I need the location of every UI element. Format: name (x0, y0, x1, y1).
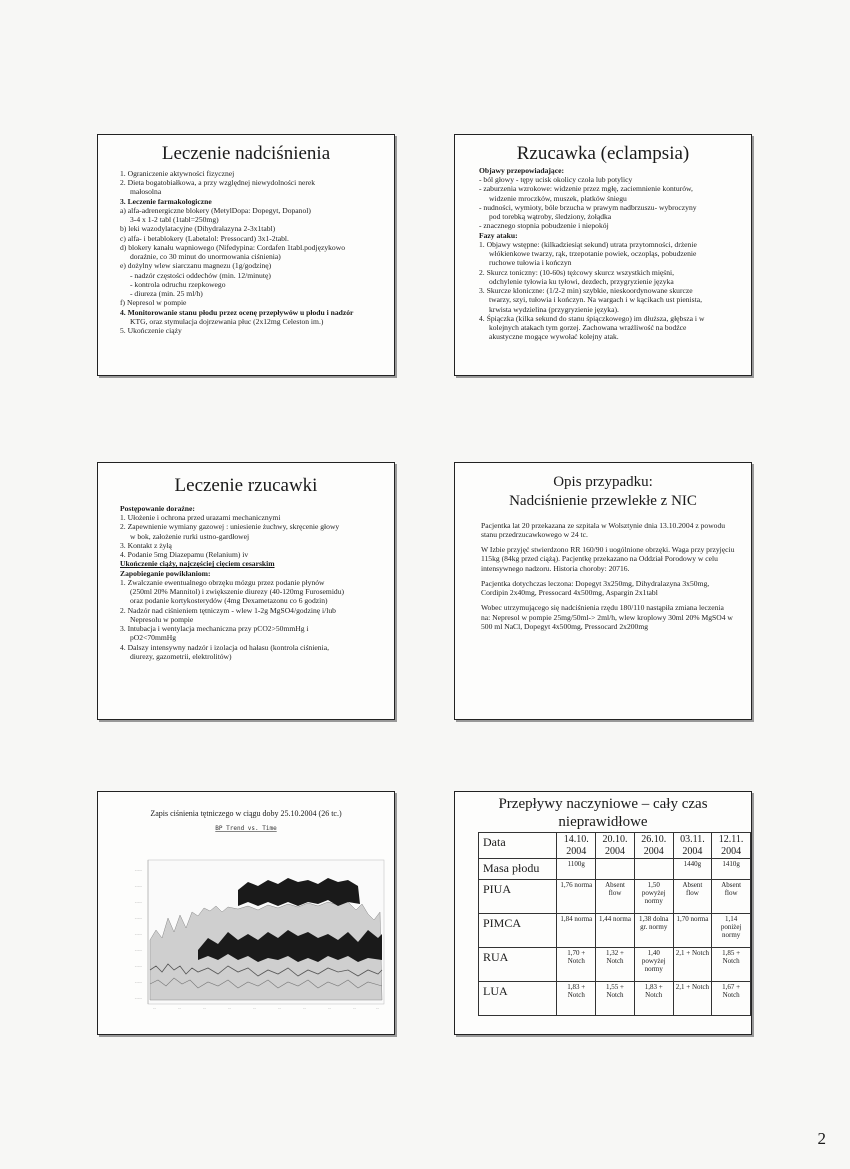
table-cell: 1410g (712, 859, 751, 880)
row-label: RUA (479, 947, 557, 981)
slide-title: Rzucawka (eclampsia) (516, 143, 690, 164)
svg-text:--: -- (278, 1006, 281, 1011)
chart-title: BP Trend vs. Time (215, 825, 277, 832)
slide-title: Opis przypadku: (553, 474, 653, 490)
table-header-row (479, 833, 751, 859)
svg-text:--: -- (178, 1006, 181, 1011)
svg-text:--: -- (328, 1006, 331, 1011)
table-cell: 1,85 + Notch (712, 947, 751, 981)
table-cell: Absent flow (712, 879, 751, 913)
x-ticks (153, 1006, 379, 1011)
slide-hypertension-treatment (97, 134, 395, 376)
svg-text:--: -- (153, 1006, 156, 1011)
table-cell: 1,67 + Notch (712, 981, 751, 1015)
table-cell: 1,55 + Notch (596, 981, 635, 1015)
table-cell (596, 859, 635, 880)
svg-text:-----: ----- (134, 900, 142, 905)
paragraph: Pacjentka lat 20 przekazana ze szpitala w Wolsztynie dnia 13.10.2004 z powodu stanu przedrzucawkowego w 24 tc. (481, 520, 726, 539)
table-cell: 1,70 + Notch (557, 947, 596, 981)
svg-text:--: -- (253, 1006, 256, 1011)
table-cell: 1,76 norma (557, 879, 596, 913)
svg-text:-----: ----- (134, 868, 142, 873)
table-cell: 1,50 powyżej normy (634, 879, 673, 913)
table-cell: 1,38 dolna gr. normy (634, 913, 673, 947)
paragraph: W Izbie przyjęć stwierdzono RR 160/90 i uogólnione obrzęki. Waga przy przyjęciu 115kg (84kg przed ciążą). Pacjentkę przekazano na Oddział Porodowy w celu intensywnego nadzoru. Historia choroby: 20716. (481, 545, 735, 573)
table-cell: Absent flow (673, 879, 712, 913)
table-row (479, 913, 751, 947)
svg-text:--: -- (303, 1006, 306, 1011)
table-header-cell: 26.10. 2004 (634, 833, 673, 859)
svg-text:-----: ----- (134, 948, 142, 953)
slide-body: 1. Ograniczenie aktywności fizycznej 2. Dieta bogatobiałkowa, a przy względnej niewydolności nerek małosolna 3. Leczenie farmakologiczne a) alfa-adrenergiczne blokery (MetylDopa: Dopegyt, Dopanol) 3-4 x 1-2 tabl (1tabl=250mg) b) leki wazodylatacyjne (Dihydralazyna 2-3x1tabl) c) alfa- i betablokery (Labetalol: Pressocard) 3x1-2tabl. d) blokery kanału wapniowego (Nifedypina: Cordafen 1tabl.podjęzykowo doraźnie, co 30 minut do unormowania ciśnienia) e) dożylny wlew siarczanu magnezu (1g/godzinę) - nadzór częstości oddechów (min. 12/minutę) - kontrola odruchu rzepkowego - diureza (min. 25 ml/h) f) Nepresol w pompie 4. Monitorowanie stanu płodu przez ocenę przepływów u płodu i nadzór KTG, oraz stymulacja dojrzewania płuc (2x12mg Celeston im.) 5. Ukończenie ciąży (120, 168, 354, 336)
row-label: Masa płodu (479, 859, 557, 880)
bp-trend-chart (98, 820, 394, 1020)
slide-case-description (454, 462, 752, 720)
table-cell: 1100g (557, 859, 596, 880)
table-header-cell: 14.10. 2004 (557, 833, 596, 859)
table-cell: 1,32 + Notch (596, 947, 635, 981)
table-header-cell: Data (479, 833, 557, 859)
table-row (479, 859, 751, 880)
table-cell: 1,14 poniżej normy (712, 913, 751, 947)
row-label: PIMCA (479, 913, 557, 947)
slide-eclampsia (454, 134, 752, 376)
slide-subtitle: Nadciśnienie przewlekłe z NIC (509, 492, 697, 509)
table-cell: Absent flow (596, 879, 635, 913)
table-cell: 1,83 + Notch (634, 981, 673, 1015)
paragraph: Pacjentka dotychczas leczona: Dopegyt 3x250mg, Dihydralazyna 3x50mg, Cordipin 2x40mg, Pressocard 4x500mg, Aspargin 2x1tabl (481, 578, 710, 597)
y-ticks (135, 868, 143, 1001)
chart-caption: Zapis ciśnienia tętniczego w ciągu doby 25.10.2004 (26 tc.) (150, 809, 342, 818)
slide-bp-chart (97, 791, 395, 1035)
svg-text:-----: ----- (134, 996, 142, 1001)
svg-text:--: -- (228, 1006, 231, 1011)
table-row (479, 879, 751, 913)
slide-body: Objawy przepowiadające: - ból głowy - tępy ucisk okolicy czoła lub potylicy - zaburzenia wzrokowe: widzenie przez mgłę, zaciemnienie konturów, widzenie mroczków, muszek, płatków śniegu - nudności, wymioty, bóle brzucha w prawym nadbrzuszu- wybroczyny pod torebką wątroby, śledziony, żołądka - znacznego stopnia pobudzenie i niepokój Fazy ataku: 1. Objawy wstępne: (kilkadziesiąt sekund) utrata przytomności, drżenie włókienkowe twarzy, rąk, trzepotanie powiek, oczopląs, pobudzenie ruchowe tułowia i kończyn 2. Skurcz toniczny: (10-60s) tężcowy skurcz wszystkich mięśni, odchylenie tyłowia ku tyłowi, dezdech, przygryzienie języka 3. Skurcze kloniczne: (1/2-2 min) szybkie, nieskoordynowane skurcze twarzy, szyi, tułowia i kończyn. Na wargach i w kącikach ust pienista, krwista wydzielina (przygryzienie języka). 4. Śpiączka (kilka sekund do stanu śpiączkowego) im dłuższa, głębsza i w kolejnych atakach tym gorzej. Zachowana wrażliwość na bodźce akustyczne mogące wywołać kolejny atak. (479, 165, 705, 342)
svg-text:--: -- (203, 1006, 206, 1011)
svg-text:-----: ----- (134, 980, 142, 985)
table-header-cell: 12.11. 2004 (712, 833, 751, 859)
table-cell: 2,1 + Notch (673, 947, 712, 981)
row-label: LUA (479, 981, 557, 1015)
svg-text:-----: ----- (134, 884, 142, 889)
table-cell: 1440g (673, 859, 712, 880)
table-cell: 1,83 + Notch (557, 981, 596, 1015)
slide-body (455, 521, 751, 632)
row-label: PIUA (479, 879, 557, 913)
svg-text:-----: ----- (134, 916, 142, 921)
table-cell (634, 859, 673, 880)
table-row (479, 981, 751, 1015)
table-cell: 1,70 norma (673, 913, 712, 947)
page-number: 2 (817, 1129, 826, 1148)
slide-eclampsia-treatment (97, 462, 395, 720)
svg-text:-----: ----- (134, 964, 142, 969)
flows-table (478, 832, 751, 1016)
slide-body: Postępowanie doraźne: 1. Ułożenie i ochrona przed urazami mechanicznymi 2. Zapewnienie wymiany gazowej : uniesienie żuchwy, skręcenie głowy w bok, założenie rurki ustno-gardłowej 3. Kontakt z żyłą 4. Podanie 5mg Diazepamu (Relanium) iv Ukończenie ciąży, najczęściej cięciem cesarskim Zapobieganie powikłaniom: 1. Zwalczanie ewentualnego obrzęku mózgu przez podanie płynów (250ml 20% Mannitol) i zwiększenie diurezy (40-120mg Furosemidu) oraz podanie kortykosterydów (4mg Dexametazonu co 6 godzin) 2. Nadzór nad ciśnieniem tętniczym - wlew 1-2g MgSO4/godzinę i/lub Nepresolu w pompie 3. Intubacja i wentylacja mechaniczna przy pCO2>50mmHg i pO2<70mmHg 4. Dalszy intensywny nadzór i izolacja od hałasu (kontrola ciśnienia, diurezy, gazometrii, elektrolitów) (120, 503, 345, 661)
paragraph: Wobec utrzymującego się nadciśnienia rzędu 180/110 nastąpiła zmiana leczenia na: Nepresol w pompie 25mg/50ml-> 2ml/h, wlew kroplowy 30ml 20% MgSO4 w 500 ml NaCl, Dopegyt 4x500mg, Pressocard 2x200mg (481, 603, 733, 631)
slide-title: Leczenie rzucawki (174, 475, 318, 496)
table-header-cell: 20.10. 2004 (596, 833, 635, 859)
table-cell: 1,40 powyżej normy (634, 947, 673, 981)
slide-vascular-flows (454, 791, 752, 1035)
table-row (479, 947, 751, 981)
slide-title: Przepływy naczyniowe – cały czas nieprawidłowe (498, 796, 708, 830)
table-cell: 1,84 norma (557, 913, 596, 947)
svg-text:--: -- (376, 1006, 379, 1011)
table-header-cell: 03.11. 2004 (673, 833, 712, 859)
svg-text:--: -- (353, 1006, 356, 1011)
slide-title: Leczenie nadciśnienia (161, 143, 331, 164)
svg-text:-----: ----- (134, 932, 142, 937)
table-cell: 1,44 norma (596, 913, 635, 947)
table-cell: 2,1 + Notch (673, 981, 712, 1015)
